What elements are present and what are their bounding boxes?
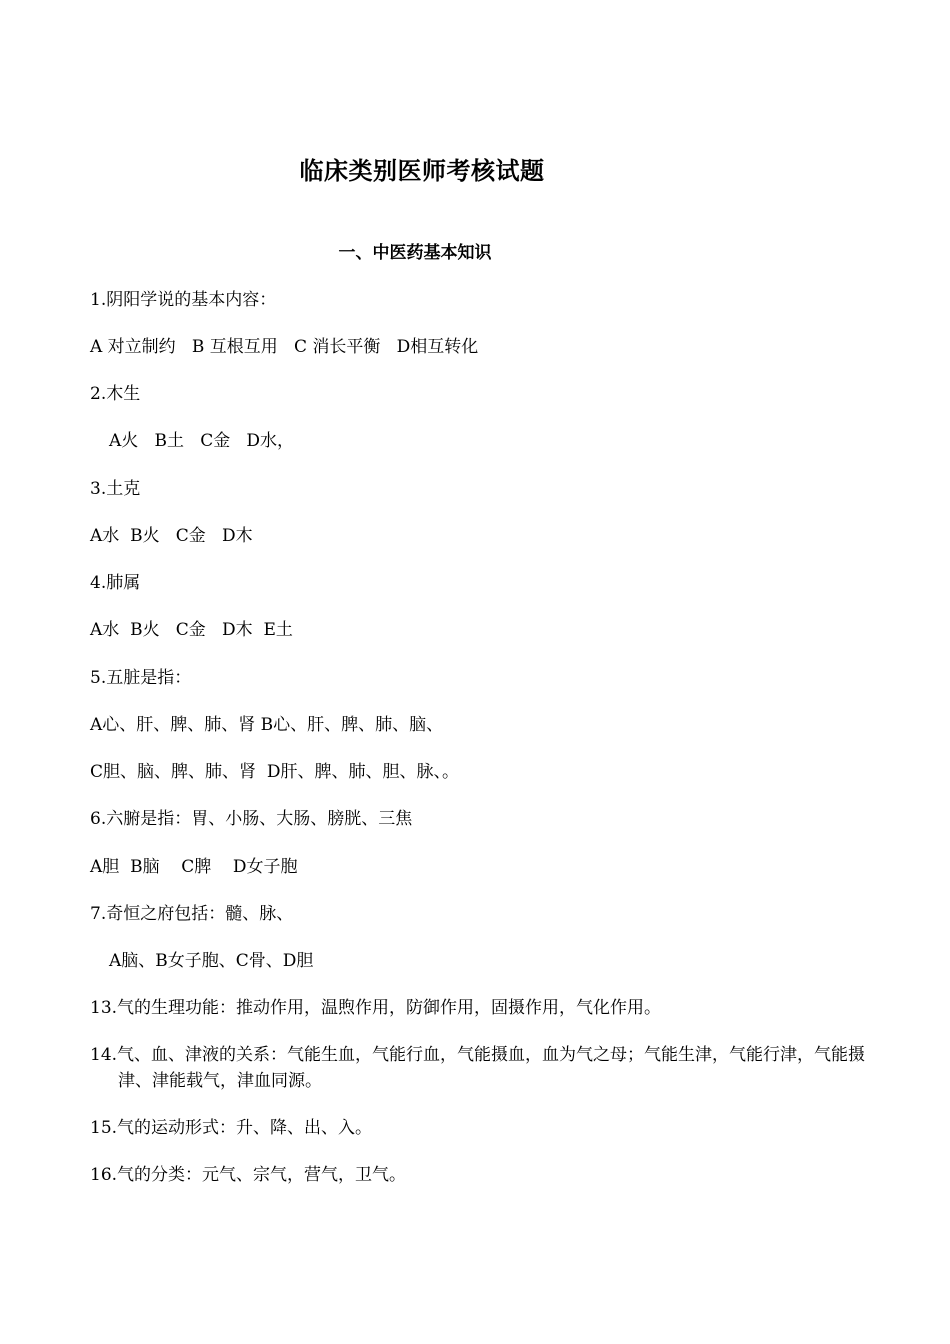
- question-6: 6.六腑是指：胃、小肠、大肠、膀胱、三焦: [90, 809, 413, 829]
- question-6-options: A胆 B脑 C脾 D女子胞: [90, 857, 298, 877]
- question-2-options: A火 B土 C金 D水，: [109, 431, 295, 451]
- item-13: 13.气的生理功能：推动作用，温煦作用，防御作用，固摄作用，气化作用。: [90, 998, 662, 1018]
- item-15: 15.气的运动形式：升、降、出、入。: [90, 1118, 373, 1138]
- question-4: 4.肺属: [90, 573, 141, 593]
- question-3: 3.土克: [90, 479, 141, 499]
- item-16: 16.气的分类：元气、宗气，营气，卫气。: [90, 1165, 407, 1185]
- question-5-options-cd: C胆、脑、脾、肺、肾 D肝、脾、肺、胆、脉、。: [90, 762, 459, 782]
- item-14: 14.气、血、津液的关系：气能生血，气能行血，气能摄血，血为气之母；气能生津，气能行津，气能摄津、津能载气，津血同源。: [90, 1045, 866, 1091]
- question-7-options: A脑、B女子胞、C骨、D胆: [109, 951, 314, 971]
- section-heading: 一、中医药基本知识: [338, 243, 492, 263]
- question-5: 5.五脏是指：: [90, 668, 192, 688]
- page-title: 临床类别医师考核试题: [299, 157, 545, 185]
- question-1: 1.阴阳学说的基本内容：: [90, 290, 277, 310]
- question-2: 2.木生: [90, 384, 141, 404]
- question-7: 7.奇恒之府包括：髓、脉、: [90, 904, 294, 924]
- question-4-options: A水 B火 C金 D木 E土: [90, 620, 293, 640]
- question-5-options-ab: A心、肝、脾、肺、肾 B心、肝、脾、肺、脑、: [90, 715, 444, 735]
- question-1-options: A 对立制约 B 互根互用 C 消长平衡 D相互转化: [90, 337, 479, 357]
- question-3-options: A水 B火 C金 D木: [90, 526, 253, 546]
